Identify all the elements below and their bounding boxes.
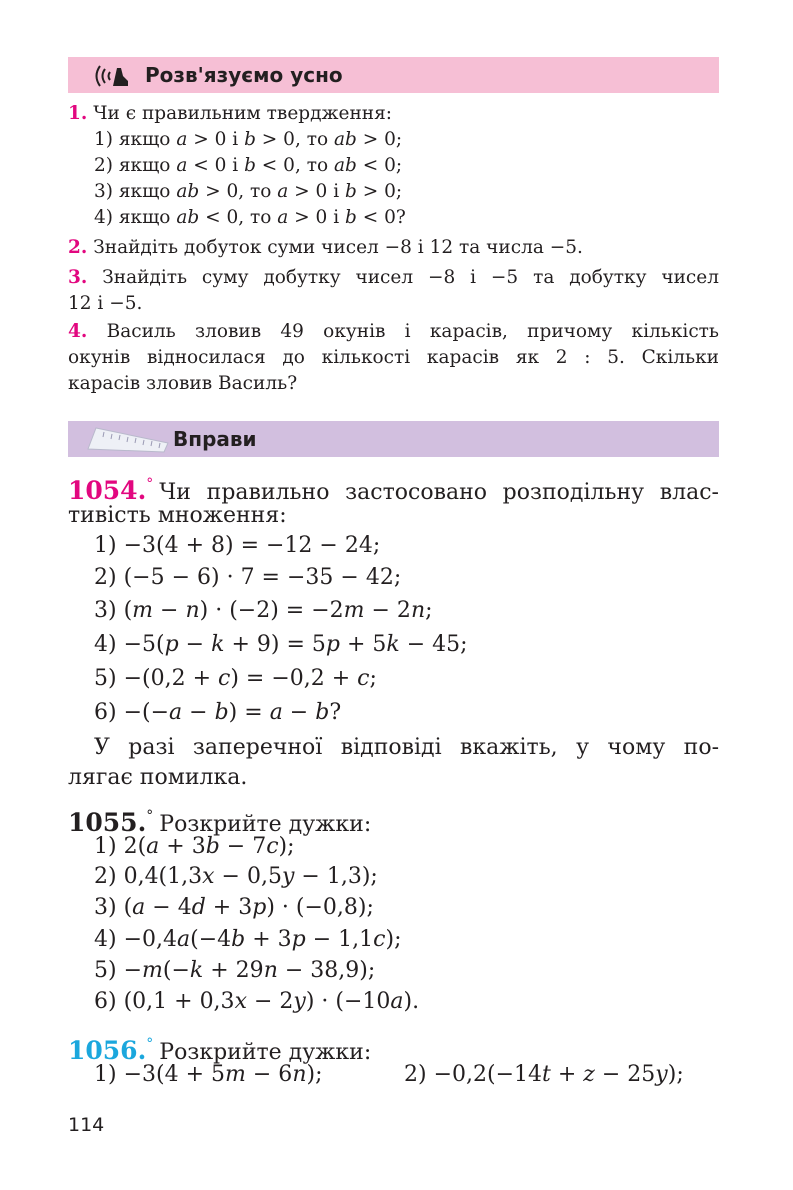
oral-section-header [68,57,719,93]
oral-problem-3: 3. Знайдіть суму добутку чисел −8 і −5 та добутку чисел [68,267,719,288]
problem-number: 1. [68,103,88,124]
exercise-1054-item: 6) −(−a − b) = a − b? [94,700,342,725]
exercise-1054-continued: тивість множення: [68,503,287,528]
ruler-icon [84,423,170,455]
exercise-1054-item: 1) −3(4 + 8) = −12 − 24; [94,533,381,558]
exercise-1056-item: 1) −3(4 + 5m − 6n); [94,1062,323,1087]
exercise-1055-item: 6) (0,1 + 0,3x − 2y) · (−10a). [94,989,420,1014]
exercise-number: 1055. [68,808,147,837]
exercise-number: 1056. [68,1036,147,1065]
oral-problem-1-item: 2) якщо a < 0 і b < 0, то ab < 0; [94,155,403,176]
exercise-1054: 1054.° Чи правильно застосовано розподільну влас- [68,476,719,505]
oral-problem-4-continued: карасів зловив Василь? [68,373,298,394]
problem-number: 3. [68,267,88,288]
exercise-1056-item: 2) −0,2(−14t + z − 25y); [404,1062,684,1087]
circle-level-icon: ° [146,808,154,824]
exercises-section-header [68,421,719,457]
page-number: 114 [68,1114,105,1136]
exercise-1054-note-continued: лягає помилка. [68,765,248,790]
speech-waves-icon [90,62,130,90]
problem-number: 4. [68,321,88,342]
exercise-1054-item: 4) −5(p − k + 9) = 5p + 5k − 45; [94,632,468,657]
oral-problem-4: 4. Василь зловив 49 окунів і карасів, причому кількість [68,321,719,342]
circle-level-icon: ° [146,476,154,492]
exercise-1054-item: 2) (−5 − 6) · 7 = −35 − 42; [94,565,402,590]
exercises-section-title: Вправи [173,427,257,451]
oral-problem-3-continued: 12 і −5. [68,293,143,314]
exercise-1054-item: 5) −(0,2 + c) = −0,2 + c; [94,666,377,691]
exercise-1056: 1056.° Розкрийте дужки: [68,1036,372,1065]
oral-problem-4-continued: окунів відносилася до кількості карасів як 2 : 5. Скільки [68,347,719,368]
exercise-1055-item: 3) (a − 4d + 3p) · (−0,8); [94,895,374,920]
exercise-1054-item: 3) (m − n) · (−2) = −2m − 2n; [94,598,433,623]
exercise-number: 1054. [68,476,147,505]
oral-problem-1-item: 3) якщо ab > 0, то a > 0 і b > 0; [94,181,403,202]
exercise-1055-item: 4) −0,4a(−4b + 3p − 1,1c); [94,927,402,952]
oral-problem-1-item: 4) якщо ab < 0, то a > 0 і b < 0? [94,207,406,228]
exercise-1055-item: 5) −m(−k + 29n − 38,9); [94,958,376,983]
exercise-1055: 1055.° Розкрийте дужки: [68,808,372,837]
oral-problem-2: 2. Знайдіть добуток суми чисел −8 і 12 та числа −5. [68,237,583,258]
circle-level-icon: ° [146,1036,154,1052]
exercise-1055-item: 1) 2(a + 3b − 7c); [94,834,295,859]
exercise-1054-note: У разі заперечної відповіді вкажіть, у чому по- [94,735,719,760]
oral-problem-1-item: 1) якщо a > 0 і b > 0, то ab > 0; [94,129,403,150]
oral-problem-1 [68,101,392,127]
problem-number: 2. [68,237,88,258]
oral-section-title: Розв'язуємо усно [145,63,343,87]
problem-question: Чи є правильним твердження: [93,103,393,124]
exercise-1055-item: 2) 0,4(1,3x − 0,5y − 1,3); [94,864,378,889]
